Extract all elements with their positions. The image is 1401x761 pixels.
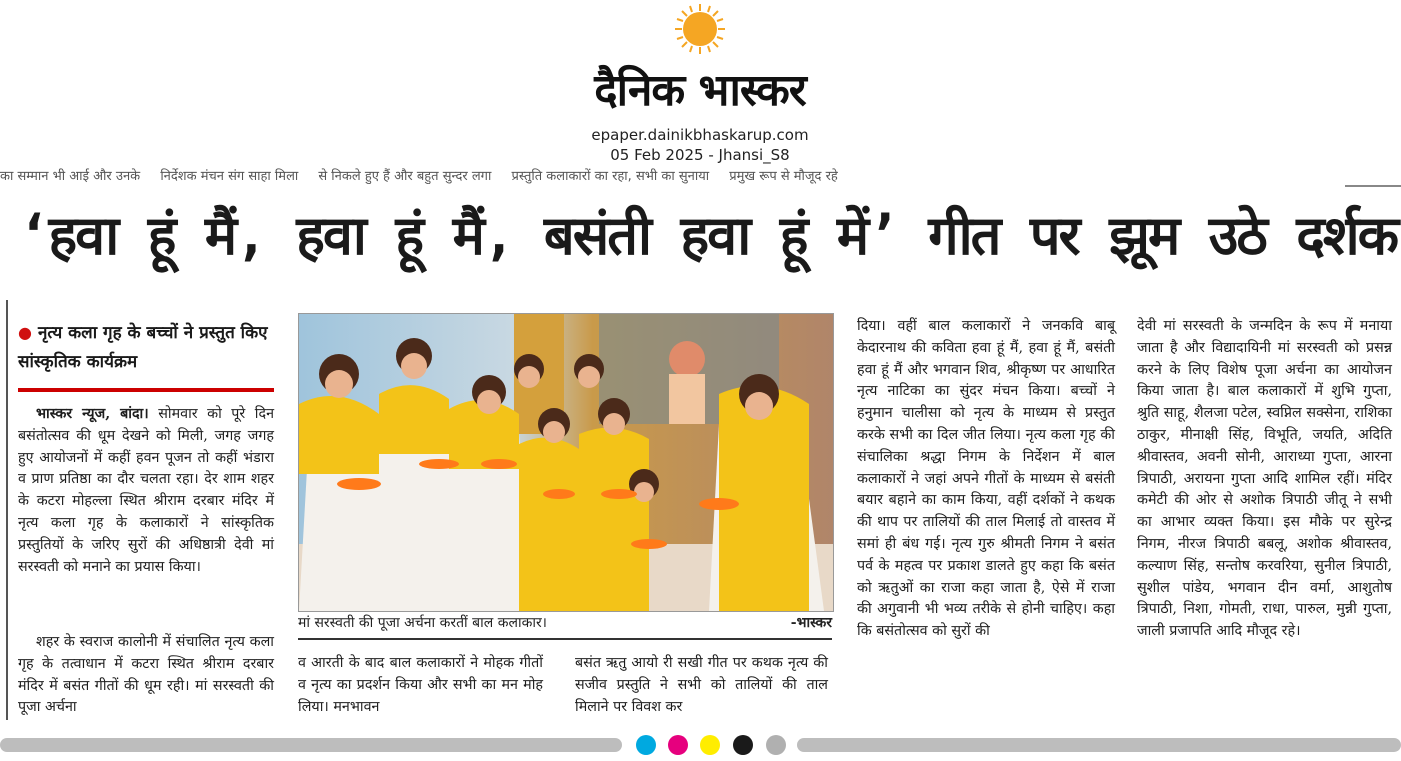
kicker-text: नृत्य कला गृह के बच्चों ने प्रस्तुत किए सांस्कृतिक कार्यक्रम bbox=[18, 323, 268, 372]
caption-rule bbox=[298, 638, 832, 640]
cut-text: प्रमुख रूप से मौजूद रहे bbox=[729, 169, 838, 184]
article-kicker bbox=[18, 318, 276, 377]
paragraph: व आरती के बाद बाल कलाकारों ने मोहक गीतों व नृत्य का प्रदर्शन किया और सभी का मन मोह लिया। मनभावन bbox=[298, 655, 543, 715]
magenta-dot-icon bbox=[668, 735, 688, 755]
gray-dot-icon bbox=[766, 735, 786, 755]
article-column-1 bbox=[18, 404, 274, 578]
article-headline: ‘हवा हूं मैं, हवा हूं मैं, बसंती हवा हूं में’ गीत पर झूम उठे दर्शक bbox=[18, 204, 1398, 267]
cut-text: प्रस्तुति कलाकारों का रहा, सभी का सुनाया bbox=[511, 169, 710, 184]
sun-logo-icon bbox=[674, 3, 726, 55]
kicker-underline bbox=[18, 388, 274, 392]
black-dot-icon bbox=[733, 735, 753, 755]
masthead bbox=[0, 0, 1401, 168]
cut-text: से निकले हुए हैं और बहुत सुन्दर लगा bbox=[318, 169, 492, 184]
newspaper-logo: दैनिक भास्कर bbox=[594, 65, 806, 116]
registration-bar-right bbox=[797, 738, 1401, 752]
article-column-2b bbox=[575, 653, 828, 718]
cyan-dot-icon bbox=[636, 735, 656, 755]
photo-illustration bbox=[299, 314, 833, 611]
photo-credit: -भास्कर bbox=[790, 615, 832, 631]
print-registration-bar bbox=[0, 730, 1401, 761]
yellow-dot-icon bbox=[700, 735, 720, 755]
paragraph: देवी मां सरस्वती के जन्मदिन के रूप में मनाया जाता है और विद्यादायिनी मां सरस्वती को प्रसन्न करने के लिए विशेष पूजा अर्चना का आयोजन किया जाता है। बाल कलाकारों में शुभि गुप्ता, श्रुति साहू, शैलजा पटेल, स्वप्निल सक्सेना, राशिका ठाकुर, मीनाक्षी सिंह, विभूति, जयति, अदिति श्रीवास्तव, अवनी सोनी, आराध्या गुप्ता, आरना त्रिपाठी, अरायना गुप्ता आदि शामिल रहीं। मंदिर कमेटी की ओर से अशोक त्रिपाठी जीतू ने सभी का आभार व्यक्त किया। इस मौके पर सुरेन्द्र निगम, नीरज त्रिपाठी बबलू, अशोक श्रीवास्तव, कल्याण सिंह, सन्तोष करवरिया, सुनील त्रिपाठी, सुशील पांडेय, भगवान दीन वर्मा, आशुतोष त्रिपाठी, निशा, गोमती, राधा, पारुल, मुन्नी गुप्ता, जाली प्रजापति आदि मौजूद रहे। bbox=[1137, 318, 1392, 640]
edition-dateline: 05 Feb 2025 - Jhansi_S8 bbox=[610, 146, 790, 164]
cut-text: निर्देशक मंचन संग साहा मिला bbox=[160, 169, 299, 184]
article-photo bbox=[298, 313, 834, 612]
article-column-3 bbox=[857, 316, 1115, 643]
cut-off-text-strip bbox=[0, 166, 1340, 184]
photo-caption-bar bbox=[298, 613, 832, 635]
site-url[interactable]: epaper.dainikbhaskarup.com bbox=[591, 126, 809, 144]
registration-bar-left bbox=[0, 738, 622, 752]
bullet-icon: ● bbox=[18, 323, 32, 342]
paragraph: बसंत ऋतु आयो री सखी गीत पर कथक नृत्य की सजीव प्रस्तुति ने सभी को तालियों की ताल मिलाने पर विवश कर bbox=[575, 655, 828, 715]
article-column-2a bbox=[298, 653, 543, 718]
photo-caption: मां सरस्वती की पूजा अर्चना करतीं बाल कलाकार। bbox=[298, 615, 547, 631]
article-column-4 bbox=[1137, 316, 1392, 643]
cut-text: का सम्मान भी आई और उनके bbox=[0, 169, 141, 184]
article-column-1-continued bbox=[18, 632, 274, 719]
byline: भास्कर न्यूज, बांदा। bbox=[36, 406, 149, 422]
divider bbox=[1345, 185, 1401, 187]
paragraph: दिया। वहीं बाल कलाकारों ने जनकवि बाबू केदारनाथ की कविता हवा हूं मैं, हवा हूं मैं, बसंती हवा हूं मैं और भगवान शिव, श्रीकृष्ण पर आधारित नृत्य नाटिका का सुंदर मंचन किया। बच्चों ने हनुमान चालीसा को नृत्य के माध्यम से प्रस्तुत करके सभी का दिल जीत लिया। नृत्य कला गृह की संचालिका श्रद्धा निगम के निर्देशन में बाल कलाकारों ने जहां अपने गीतों के माध्यम से बसंती बयार बहाने का काम किया, वहीं दर्शकों ने कथक की थाप पर तालियों की ताल मिलाई तो वास्तव में समां ही बंध गई। नृत्य गुरु श्रीमती निगम ने बसंत पर्व के महत्व पर प्रकाश डालते हुए कहा कि बसंत को ऋतुओं का राजा कहा जाता है, ऐसे में राजा की अगुवानी भी भव्य तरीके से होनी चाहिए। कहा कि बसंतोत्सव को सुरों की bbox=[857, 318, 1115, 640]
paragraph: शहर के स्वराज कालोनी में संचालित नृत्य कला गृह के तत्वाधान में कटरा स्थित श्रीराम दरबार मंदिर में बसंत गीतों की धूम रही। मां सरस्वती की पूजा अर्चना bbox=[18, 634, 274, 716]
column-rule bbox=[6, 300, 8, 720]
paragraph: सोमवार को पूरे दिन बसंतोत्सव की धूम देखने को मिली, जगह जगह हुए आयोजनों में कहीं हवन पूजन तो कहीं भंडारा व प्राण प्रतिष्ठा का दौर चलता रहा। देर शाम शहर के कटरा मोहल्ला स्थित श्रीराम दरबार मंदिर में नृत्य कला गृह के कलाकारों ने सांस्कृतिक प्रस्तुतियों के जरिए सुरों की अधिष्ठात्री देवी मां सरस्वती को मनाने का प्रयास किया। bbox=[18, 406, 275, 575]
